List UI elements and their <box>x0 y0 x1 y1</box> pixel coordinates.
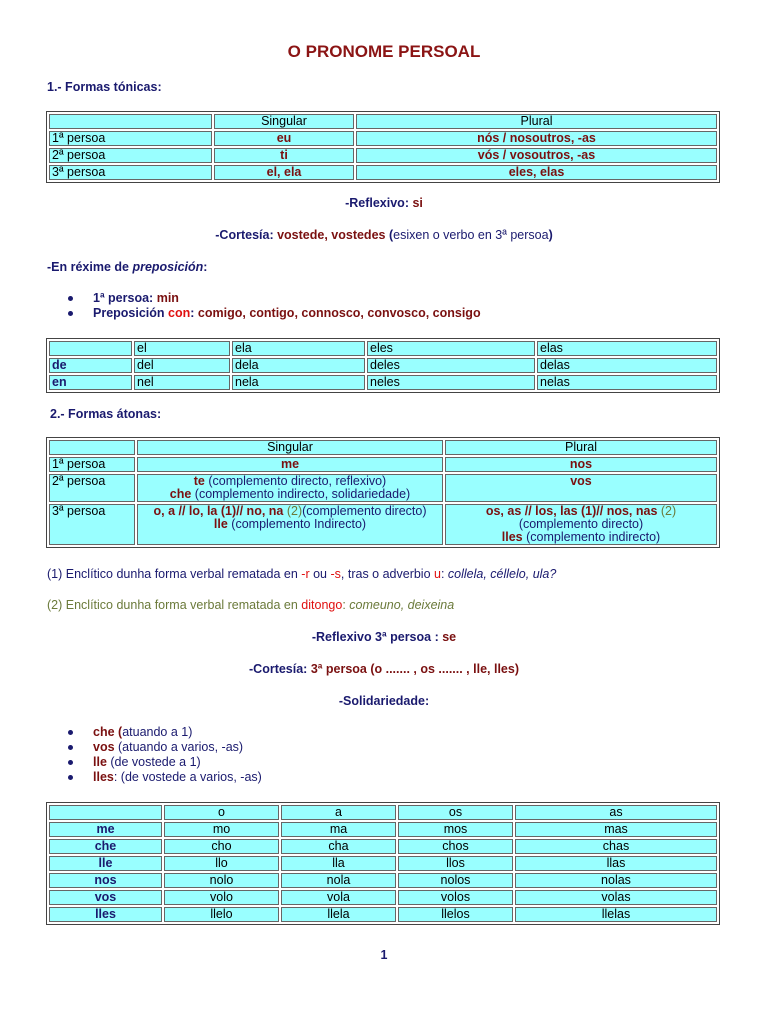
atonas-table <box>46 437 720 548</box>
bullet-icon <box>68 296 73 301</box>
bullet-value: comigo, contigo, connosco, convosco, consigo <box>197 306 481 320</box>
table-cell: deles <box>367 358 535 373</box>
pronoun: os, as // los, las (1)// nos, nas <box>485 504 658 518</box>
table-cell: 3ª persoa <box>49 165 212 180</box>
table-cell: ti <box>214 148 354 163</box>
bullet-note: : (de vostede a varios, -as) <box>113 770 262 784</box>
reflexivo-label: -Reflexivo 3ª persoa : <box>311 630 439 644</box>
table-cell: nela <box>232 375 365 390</box>
table-cell <box>137 504 443 545</box>
pronoun-note: (complemento Indirecto) <box>227 517 367 531</box>
reflexivo-line <box>0 196 768 210</box>
footnote-text: , tras o adverbio <box>340 567 435 581</box>
contracted-pronouns-table <box>46 802 720 925</box>
pronoun: o, a // lo, la (1)// no, na <box>153 504 284 518</box>
table-cell: neles <box>367 375 535 390</box>
bullet-word: lle <box>93 755 107 769</box>
table-row <box>49 440 717 455</box>
table-row <box>49 375 717 390</box>
table-cell: llelos <box>398 907 513 922</box>
list-item <box>68 291 481 306</box>
table-cell: llos <box>398 856 513 871</box>
table-header: os <box>398 805 513 820</box>
pronoun-note: (complemento indirecto, solidariedade) <box>191 487 411 501</box>
table-row <box>49 873 717 888</box>
table-row <box>49 822 717 837</box>
table-cell: delas <box>537 358 717 373</box>
footnote-highlight: -s <box>330 567 341 581</box>
table-cell: 2ª persoa <box>49 474 135 502</box>
footnote-text: (2) Enclítico dunha forma verbal rematada en <box>47 598 302 612</box>
table-cell: eu <box>214 131 354 146</box>
bullet-note: (atuando a varios, -as) <box>114 740 244 754</box>
table-cell: del <box>134 358 230 373</box>
bullet-icon <box>68 760 73 765</box>
preposicion-list <box>68 291 481 321</box>
table-row <box>49 114 717 129</box>
table-cell: nós / nosoutros, -as <box>356 131 717 146</box>
table-header: ela <box>232 341 365 356</box>
cortesia-value: 3ª persoa (o ....... , os ....... , lle, lles) <box>310 662 519 676</box>
table-cell: mo <box>164 822 279 837</box>
pronoun-note: (complemento directo) <box>518 517 644 531</box>
table-cell: dela <box>232 358 365 373</box>
bullet-icon <box>68 745 73 750</box>
table-cell: nolos <box>398 873 513 888</box>
table-cell: vós / vosoutros, -as <box>356 148 717 163</box>
footnote-highlight: -r <box>301 567 310 581</box>
table-cell <box>49 341 132 356</box>
table-cell: llelo <box>164 907 279 922</box>
table-row <box>49 907 717 922</box>
table-row <box>49 148 717 163</box>
table-cell: nola <box>281 873 396 888</box>
list-item <box>68 770 262 785</box>
table-header: Plural <box>356 114 717 129</box>
table-cell: vos <box>49 890 162 905</box>
bullet-colon: : <box>190 306 195 320</box>
table-cell: nel <box>134 375 230 390</box>
table-cell: me <box>137 457 443 472</box>
table-cell <box>49 114 212 129</box>
table-cell: 1ª persoa <box>49 457 135 472</box>
footnote-text: : <box>342 598 350 612</box>
bullet-value: min <box>156 291 179 305</box>
table-cell: lla <box>281 856 396 871</box>
table-header: a <box>281 805 396 820</box>
table-cell: llas <box>515 856 717 871</box>
pronoun-note: (complemento indirecto) <box>522 530 661 544</box>
tonicas-table <box>46 111 720 183</box>
table-cell: de <box>49 358 132 373</box>
table-header: elas <box>537 341 717 356</box>
table-cell: nolas <box>515 873 717 888</box>
table-cell: mos <box>398 822 513 837</box>
table-header: Singular <box>214 114 354 129</box>
page-number: 1 <box>380 948 388 962</box>
table-cell <box>49 440 135 455</box>
page-title: O PRONOME PERSOAL <box>287 42 481 61</box>
contraccions-table <box>46 338 720 393</box>
paren-open: ( <box>388 228 394 242</box>
table-cell: 2ª persoa <box>49 148 212 163</box>
footnote-highlight: u <box>434 567 441 581</box>
table-cell: chos <box>398 839 513 854</box>
table-row <box>49 856 717 871</box>
table-row <box>49 341 717 356</box>
section2-heading: 2.- Formas átonas: <box>50 407 162 421</box>
table-row <box>49 805 717 820</box>
table-header: eles <box>367 341 535 356</box>
prep-word: preposición <box>132 260 204 274</box>
bullet-icon <box>68 311 73 316</box>
table-cell: 1ª persoa <box>49 131 212 146</box>
table-cell: vola <box>281 890 396 905</box>
table-row <box>49 890 717 905</box>
table-header: as <box>515 805 717 820</box>
list-item <box>68 755 262 770</box>
table-cell: nolo <box>164 873 279 888</box>
bullet-word: che <box>93 725 115 739</box>
footnote-example: collela, céllelo, ula? <box>447 567 557 581</box>
table-cell: lles <box>49 907 162 922</box>
table-row <box>49 504 717 545</box>
pronoun: che <box>169 487 192 501</box>
pronoun-note: (complemento directo) <box>302 504 427 518</box>
bullet-word: vos <box>93 740 115 754</box>
footnote-text: : <box>440 567 448 581</box>
reflexivo-label: -Reflexivo: <box>345 196 409 210</box>
table-cell: nos <box>49 873 162 888</box>
table-cell: el, ela <box>214 165 354 180</box>
cortesia-label: -Cortesía: <box>249 662 308 676</box>
table-cell: volas <box>515 890 717 905</box>
table-cell <box>137 474 443 502</box>
table-header: Plural <box>445 440 717 455</box>
footnote-example: comeuno, deixeina <box>349 598 455 612</box>
table-cell: cho <box>164 839 279 854</box>
prep-suffix: : <box>203 260 208 274</box>
table-cell <box>49 805 162 820</box>
reflexivo-value: si <box>412 196 423 210</box>
solidariedade-list <box>68 725 262 785</box>
paren-close: ) <box>548 228 553 242</box>
pronoun: lles <box>501 530 523 544</box>
footnote-text: ou <box>309 567 331 581</box>
bullet-note: atuando a 1) <box>122 725 193 739</box>
table-row <box>49 474 717 502</box>
table-cell: cha <box>281 839 396 854</box>
list-item <box>68 740 262 755</box>
cortesia-label: -Cortesía: <box>215 228 274 242</box>
table-row <box>49 839 717 854</box>
bullet-icon <box>68 730 73 735</box>
table-header: o <box>164 805 279 820</box>
footnote-text: (1) Enclítico dunha forma verbal rematada en <box>47 567 302 581</box>
table-row <box>49 457 717 472</box>
cortesia-note: esixen o verbo en 3ª persoa <box>393 228 549 242</box>
pronoun-note: (complemento directo, reflexivo) <box>204 474 387 488</box>
cortesia-line <box>0 228 768 242</box>
table-cell: mas <box>515 822 717 837</box>
table-row <box>49 131 717 146</box>
footnote-highlight: ditongo <box>301 598 343 612</box>
table-cell: 3ª persoa <box>49 504 135 545</box>
footnote-ref: (2) <box>657 504 677 518</box>
table-cell: chas <box>515 839 717 854</box>
table-cell: volos <box>398 890 513 905</box>
table-cell: che <box>49 839 162 854</box>
table-row <box>49 358 717 373</box>
list-item <box>68 725 262 740</box>
table-cell: me <box>49 822 162 837</box>
bullet-con: con <box>168 306 191 320</box>
table-cell: lle <box>49 856 162 871</box>
cortesia-2-line <box>0 662 768 676</box>
prep-prefix: -En réxime de <box>47 260 133 274</box>
table-cell: ma <box>281 822 396 837</box>
table-cell: nos <box>445 457 717 472</box>
table-header: el <box>134 341 230 356</box>
table-cell: vos <box>445 474 717 502</box>
table-cell: volo <box>164 890 279 905</box>
pronoun: lle <box>213 517 228 531</box>
table-cell: en <box>49 375 132 390</box>
footnote-1 <box>47 567 556 581</box>
solidariedade-heading: -Solidariedade: <box>338 694 430 708</box>
table-row <box>49 165 717 180</box>
table-cell: nelas <box>537 375 717 390</box>
table-header: Singular <box>137 440 443 455</box>
reflexivo-value: se <box>442 630 457 644</box>
pronoun: te <box>193 474 205 488</box>
bullet-icon <box>68 775 73 780</box>
bullet-word: lles <box>93 770 114 784</box>
table-cell <box>445 504 717 545</box>
reflexivo-3-line <box>0 630 768 644</box>
bullet-paren: ( <box>114 725 123 739</box>
section1-heading: 1.- Formas tónicas: <box>47 80 162 94</box>
table-cell: eles, elas <box>356 165 717 180</box>
table-cell: llo <box>164 856 279 871</box>
bullet-label: 1ª persoa: <box>93 291 154 305</box>
list-item <box>68 306 481 321</box>
table-cell: llela <box>281 907 396 922</box>
cortesia-value: vostede, vostedes <box>277 228 386 242</box>
table-cell: llelas <box>515 907 717 922</box>
footnote-ref: (2) <box>286 504 303 518</box>
footnote-2 <box>47 598 454 612</box>
bullet-label: Preposición <box>93 306 165 320</box>
preposicion-heading <box>47 260 207 274</box>
bullet-note: (de vostede a 1) <box>106 755 201 769</box>
